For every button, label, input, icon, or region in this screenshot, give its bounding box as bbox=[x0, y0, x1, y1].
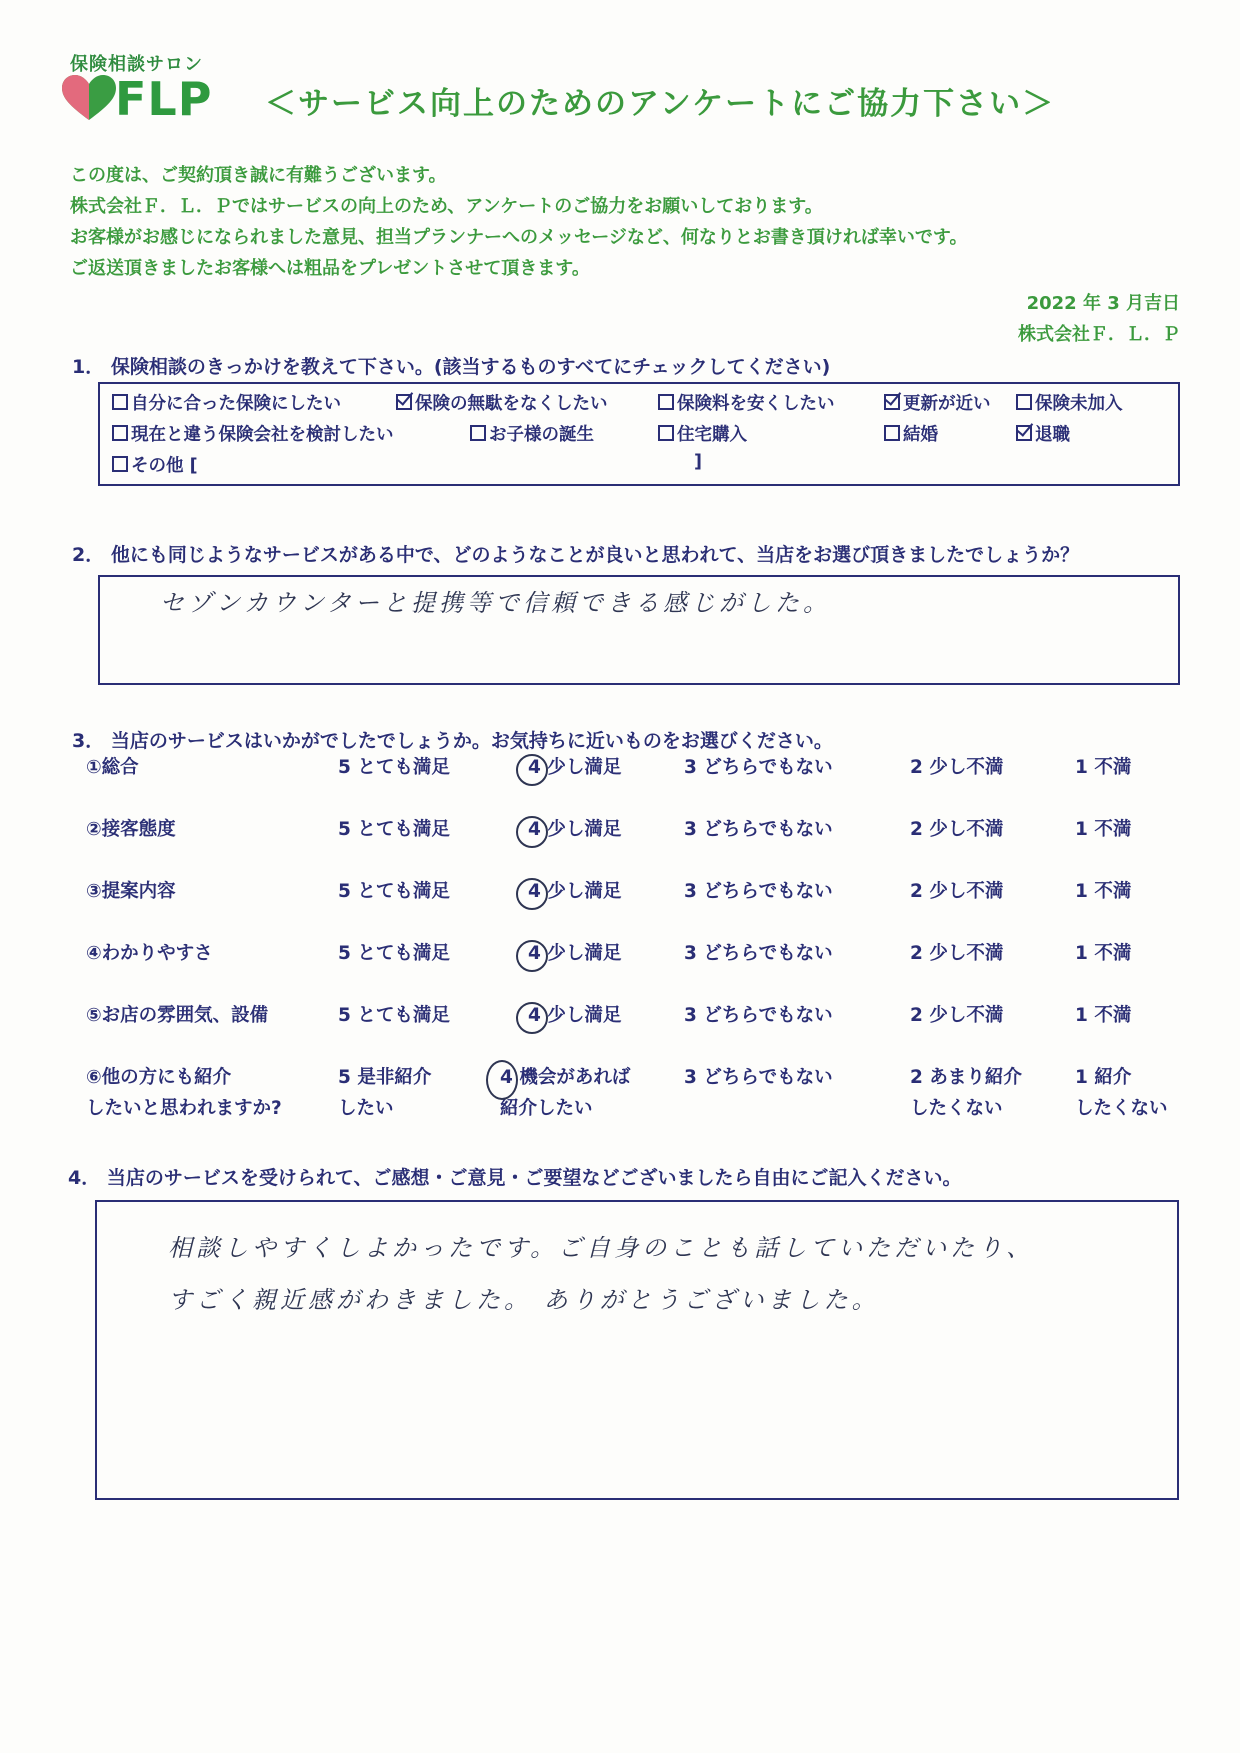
q3-row-label: ④わかりやすさ bbox=[86, 943, 213, 964]
checkbox-icon[interactable] bbox=[1016, 394, 1032, 410]
issue-date: 2022 年 3 月吉日 bbox=[1026, 293, 1180, 314]
heart-logo-icon bbox=[60, 74, 118, 122]
selection-circle-icon bbox=[516, 878, 548, 910]
intro-text bbox=[70, 160, 967, 284]
q3-row-label: ③提案内容 bbox=[86, 881, 176, 902]
checkbox-icon[interactable] bbox=[658, 425, 674, 441]
q1-option[interactable]: お子様の誕生 bbox=[470, 421, 594, 446]
q3-choice-selected[interactable]: 4 少し満足 bbox=[528, 881, 622, 902]
checkbox-checked-icon[interactable] bbox=[396, 394, 412, 410]
selection-circle-icon bbox=[516, 1002, 548, 1034]
q1-option[interactable]: 退職 bbox=[1016, 421, 1070, 446]
q1-option-other[interactable]: その他 [ bbox=[112, 452, 198, 477]
q3-choice[interactable]: 1 不満 bbox=[1075, 757, 1132, 778]
intro-line: この度は、ご契約頂き誠に有難うございます。 bbox=[70, 165, 447, 186]
q3-choice[interactable]: 5 とても満足 bbox=[338, 1005, 450, 1026]
q2-heading: 2． 他にも同じようなサービスがある中で、どのようなことが良いと思われて、当店をお選び頂きましたでしょうか？ bbox=[72, 544, 1080, 566]
q4-heading: 4． 当店のサービスを受けられて、ご感想・ご意見・ご要望などございましたら自由にご記入ください。 bbox=[68, 1167, 962, 1189]
q3-choice[interactable]: 1 紹介 したくない bbox=[1075, 1067, 1168, 1119]
q3-choice[interactable]: 5 是非紹介 したい bbox=[338, 1067, 432, 1119]
q3-choice[interactable]: 5 とても満足 bbox=[338, 943, 450, 964]
selection-circle-icon bbox=[486, 1060, 518, 1100]
company-name: 株式会社Ｆ．Ｌ．Ｐ bbox=[1018, 324, 1180, 345]
q3-choice[interactable]: 2 少し不満 bbox=[910, 819, 1004, 840]
q3-choice[interactable]: 5 とても満足 bbox=[338, 881, 450, 902]
q1-heading: 1． 保険相談のきっかけを教えて下さい。(該当するものすべてにチェックしてください) bbox=[72, 356, 831, 378]
checkbox-icon[interactable] bbox=[112, 394, 128, 410]
q1-option[interactable]: 自分に合った保険にしたい bbox=[112, 390, 341, 415]
q3-choice[interactable]: 3 どちらでもない bbox=[684, 1005, 833, 1026]
q3-choice[interactable]: 2 少し不満 bbox=[910, 943, 1004, 964]
q3-choice[interactable]: 3 どちらでもない bbox=[684, 943, 833, 964]
date-block bbox=[1018, 288, 1180, 350]
q1-option[interactable]: 保険料を安くしたい bbox=[658, 390, 835, 415]
q1-option[interactable]: 保険の無駄をなくしたい bbox=[396, 390, 608, 415]
q3-choice[interactable]: 5 とても満足 bbox=[338, 819, 450, 840]
q3-choice[interactable]: 3 どちらでもない bbox=[684, 757, 833, 778]
q3-choice[interactable]: 2 少し不満 bbox=[910, 881, 1004, 902]
q1-option[interactable]: 更新が近い bbox=[884, 390, 991, 415]
q3-choice-selected[interactable]: 4 機会があれば 紹介したい bbox=[500, 1067, 631, 1119]
q3-choice[interactable]: 3 どちらでもない bbox=[684, 881, 833, 902]
q3-row-label: ①総合 bbox=[86, 757, 139, 778]
q3-choice-selected[interactable]: 4 少し満足 bbox=[528, 1005, 622, 1026]
checkbox-icon[interactable] bbox=[658, 394, 674, 410]
intro-line: お客様がお感じになられました意見、担当プランナーへのメッセージなど、何なりとお書き頂ければ幸いです。 bbox=[70, 227, 968, 248]
checkbox-icon[interactable] bbox=[112, 425, 128, 441]
q1-option[interactable]: 現在と違う保険会社を検討したい bbox=[112, 421, 394, 446]
q3-choice-selected[interactable]: 4 少し満足 bbox=[528, 819, 622, 840]
checkbox-icon[interactable] bbox=[884, 425, 900, 441]
q3-choice[interactable]: 1 不満 bbox=[1075, 881, 1132, 902]
q3-choice[interactable]: 2 少し不満 bbox=[910, 757, 1004, 778]
q2-handwritten-answer: セゾンカウンターと提携等で信頼できる感じがした。 bbox=[160, 589, 832, 617]
logo-text: FLP bbox=[115, 72, 213, 126]
q3-choice[interactable]: 1 不満 bbox=[1075, 1005, 1132, 1026]
page-title: ＜サービス向上のためのアンケートにご協力下さい＞ bbox=[265, 86, 1056, 122]
logo-subtitle: 保険相談サロン bbox=[70, 54, 203, 75]
q4-handwritten-answer-line: すごく親近感がわきました。 ありがとうございました。 bbox=[168, 1286, 880, 1314]
q1-option[interactable]: 住宅購入 bbox=[658, 421, 747, 446]
q3-choice[interactable]: 3 どちらでもない bbox=[684, 1067, 833, 1088]
selection-circle-icon bbox=[516, 754, 548, 786]
checkbox-icon[interactable] bbox=[112, 456, 128, 472]
intro-line: ご返送頂きましたお客様へは粗品をプレゼントさせて頂きます。 bbox=[70, 258, 590, 279]
q3-row-label: ⑤お店の雰囲気、設備 bbox=[86, 1005, 269, 1026]
q3-row-label: ⑥他の方にも紹介 したいと思われますか? bbox=[86, 1067, 282, 1119]
q3-choice-selected[interactable]: 4 少し満足 bbox=[528, 943, 622, 964]
q3-choice[interactable]: 3 どちらでもない bbox=[684, 819, 833, 840]
q3-choice[interactable]: 2 あまり紹介 したくない bbox=[910, 1067, 1022, 1119]
q1-option[interactable]: 結婚 bbox=[884, 421, 938, 446]
checkbox-checked-icon[interactable] bbox=[1016, 425, 1032, 441]
q3-heading: 3． 当店のサービスはいかがでしたでしょうか。お気持ちに近いものをお選びください。 bbox=[72, 730, 833, 752]
selection-circle-icon bbox=[516, 816, 548, 848]
q3-choice[interactable]: 2 少し不満 bbox=[910, 1005, 1004, 1026]
q3-choice-selected[interactable]: 4 少し満足 bbox=[528, 757, 622, 778]
q3-row-label: ②接客態度 bbox=[86, 819, 176, 840]
checkbox-icon[interactable] bbox=[470, 425, 486, 441]
q4-handwritten-answer-line: 相談しやすくしよかったです。ご自身のことも話していただいたり、 bbox=[168, 1234, 1035, 1262]
q1-other-close-bracket: ] bbox=[694, 452, 702, 472]
intro-line: 株式会社Ｆ．Ｌ．Ｐではサービスの向上のため、アンケートのご協力をお願いしております。 bbox=[70, 196, 823, 217]
selection-circle-icon bbox=[516, 940, 548, 972]
q3-choice[interactable]: 1 不満 bbox=[1075, 819, 1132, 840]
q1-option[interactable]: 保険未加入 bbox=[1016, 390, 1123, 415]
q3-choice[interactable]: 5 とても満足 bbox=[338, 757, 450, 778]
q3-choice[interactable]: 1 不満 bbox=[1075, 943, 1132, 964]
checkbox-checked-icon[interactable] bbox=[884, 394, 900, 410]
